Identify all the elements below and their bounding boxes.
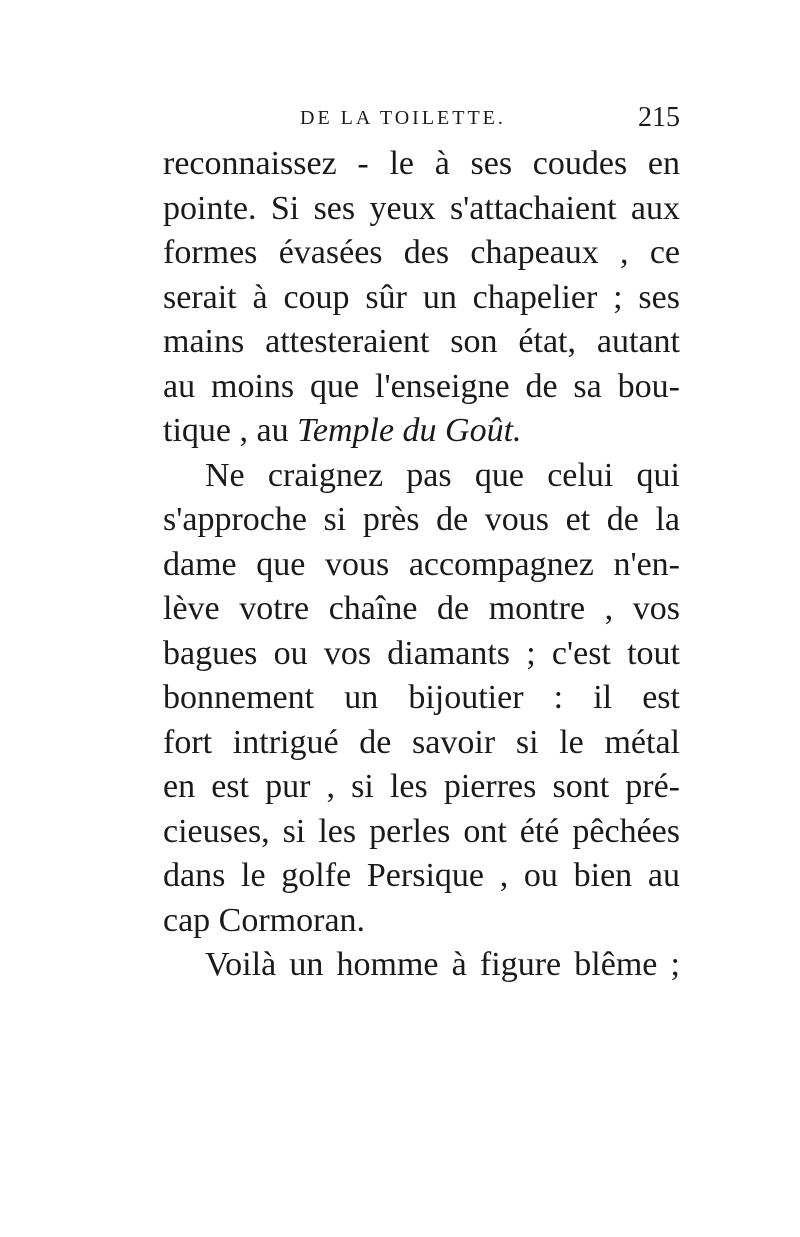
paragraph-start-line: Voilà un homme à figure blême ; [205,946,680,983]
running-title: DE LA TOILETTE. [300,107,506,129]
text-line: reconnaissez - le à ses coudes en [163,145,680,182]
paragraph-start-line: Ne craignez pas que celui qui [205,456,680,494]
text-line-start: tique , au [163,412,298,449]
running-head [300,103,680,133]
text-line: mains attesteraient son état, autant [163,323,680,360]
text-line: en est pur , si les pierres sont pré- [163,768,680,805]
text-line-with-title [163,409,680,454]
text-line: dame que vous accompagnez n'en- [163,545,680,583]
italic-title: Temple du Goût. [297,412,522,449]
text-line: cieuses, si les perles ont été pêchées [163,812,680,850]
body-text [163,142,680,988]
text-line: dans le golfe Persique , ou bien au [163,857,680,894]
text-line: bonnement un bijoutier : il est [163,679,680,716]
page-number: 215 [638,102,680,133]
text-line: lève votre chaîne de montre , vos [163,590,680,627]
text-line: serait à coup sûr un chapelier ; ses [163,278,680,316]
text-line: pointe. Si ses yeux s'attachaient aux [163,189,680,227]
text-line: bagues ou vos diamants ; c'est tout [163,634,680,672]
paragraph-end-line: cap Cormoran. [163,901,366,939]
text-line: fort intrigué de savoir si le métal [163,723,680,761]
text-line: s'approche si près de vous et de la [163,501,680,538]
text-line: formes évasées des chapeaux , ce [163,234,680,271]
text-line: au moins que l'enseigne de sa bou- [163,367,680,405]
